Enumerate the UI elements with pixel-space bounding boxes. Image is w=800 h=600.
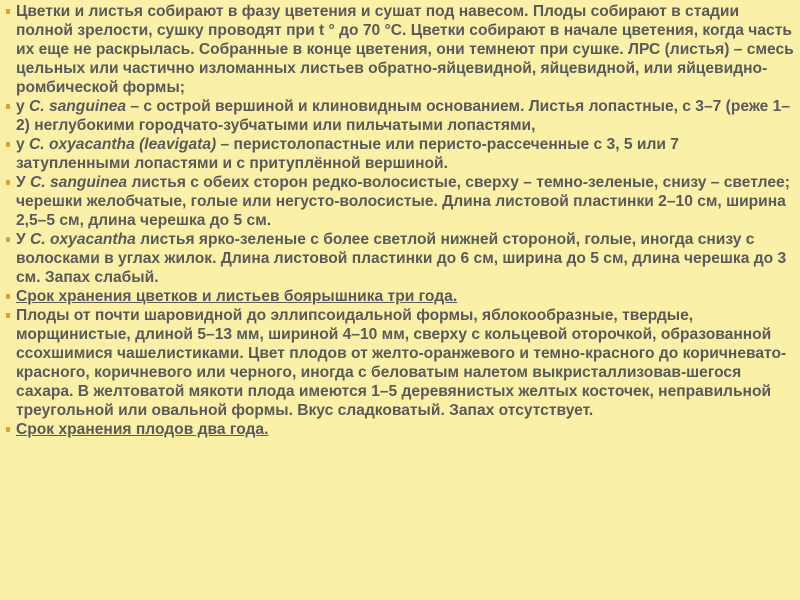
species-name: C. oxyacantha — [30, 231, 136, 248]
bullet-paragraph — [6, 420, 794, 439]
paragraph-text: Цветки и листья собирают в фазу цветения и сушат под навесом. Плоды собирают в стадии полной зрелости, сушку проводят при t ° до 70 °С. Цветки собирают в начале цветения, когда часть их еще не раскрылась. Собранные в конце цветения, они темнеют при сушке. ЛРС (листья) – смесь цельных или частично изломанных листьев обратно-яйцевидной, яйцевидной, или яйцевидно-ромбической формы; — [16, 3, 794, 96]
bullet-paragraph — [6, 135, 794, 173]
paragraph-text: – с острой вершиной и клиновидным основанием. Листья лопастные, с 3–7 (реже 1–2) неглубокими городчато-зубчатыми или пильчатыми лопастями, — [16, 98, 791, 134]
paragraph-text: листья с обеих сторон редко-волосистые, сверху – темно-зеленые, снизу – светлее; черешки желобчатые, голые или негусто-волосистые. Длина листовой пластинки 2–10 см, ширина 2,5–5 см, длина черешка до 5 см. — [16, 174, 790, 229]
paragraph-text: – перистолопастные или перисто-рассеченные с 3, 5 или 7 затупленными лопастями и с притуплённой вершиной. — [16, 136, 679, 172]
slide-text-body — [6, 2, 794, 439]
bullet-marker-icon — [6, 9, 10, 14]
species-name: C. oxyacantha (leavigata) — [29, 136, 217, 153]
bullet-marker-icon — [6, 104, 10, 109]
bullet-paragraph — [6, 230, 794, 287]
bullet-marker-icon — [6, 142, 10, 147]
bullet-marker-icon — [6, 313, 10, 318]
bullet-paragraph — [6, 173, 794, 230]
bullet-paragraph — [6, 97, 794, 135]
bullet-marker-icon — [6, 180, 10, 185]
paragraph-text: Плоды от почти шаровидной до эллипсоидальной формы, яблокообразные, твердые, морщинистые, длиной 5–13 мм, шириной 4–10 мм, сверху с кольцевой оторочкой, образованной ссохшимися чашелистиками. Цвет плодов от желто-оранжевого и темно-красного до коричневато-красного, коричневого или черного, иногда с беловатым налетом выкристаллизовав-шегося сахара. В желтоватой мякоти плода имеются 1–5 деревянистых желтых косточек, неправильной треугольной или овальной формы. Вкус сладковатый. Запах отсутствует. — [16, 307, 787, 419]
bullet-paragraph — [6, 306, 794, 420]
bullet-paragraph — [6, 2, 794, 97]
bullet-marker-icon — [6, 294, 10, 299]
bullet-marker-icon — [6, 427, 10, 432]
bullet-paragraph — [6, 287, 794, 306]
paragraph-text: У — [16, 174, 31, 191]
storage-note: Срок хранения плодов два года. — [16, 421, 269, 438]
species-name: C. sanguinea — [30, 174, 128, 191]
bullet-marker-icon — [6, 237, 10, 242]
species-name: C. sanguinea — [29, 98, 127, 115]
paragraph-text: у — [16, 98, 30, 115]
paragraph-text: у — [16, 136, 30, 153]
storage-note: Срок хранения цветков и листьев боярышника три года. — [16, 288, 458, 305]
paragraph-text: У — [16, 231, 31, 248]
paragraph-text: листья ярко-зеленые с более светлой нижней стороной, голые, иногда снизу с волосками в углах жилок. Длина листовой пластинки до 6 см, ширина до 5 см, длина черешка до 3 см. Запах слабый. — [16, 231, 787, 286]
